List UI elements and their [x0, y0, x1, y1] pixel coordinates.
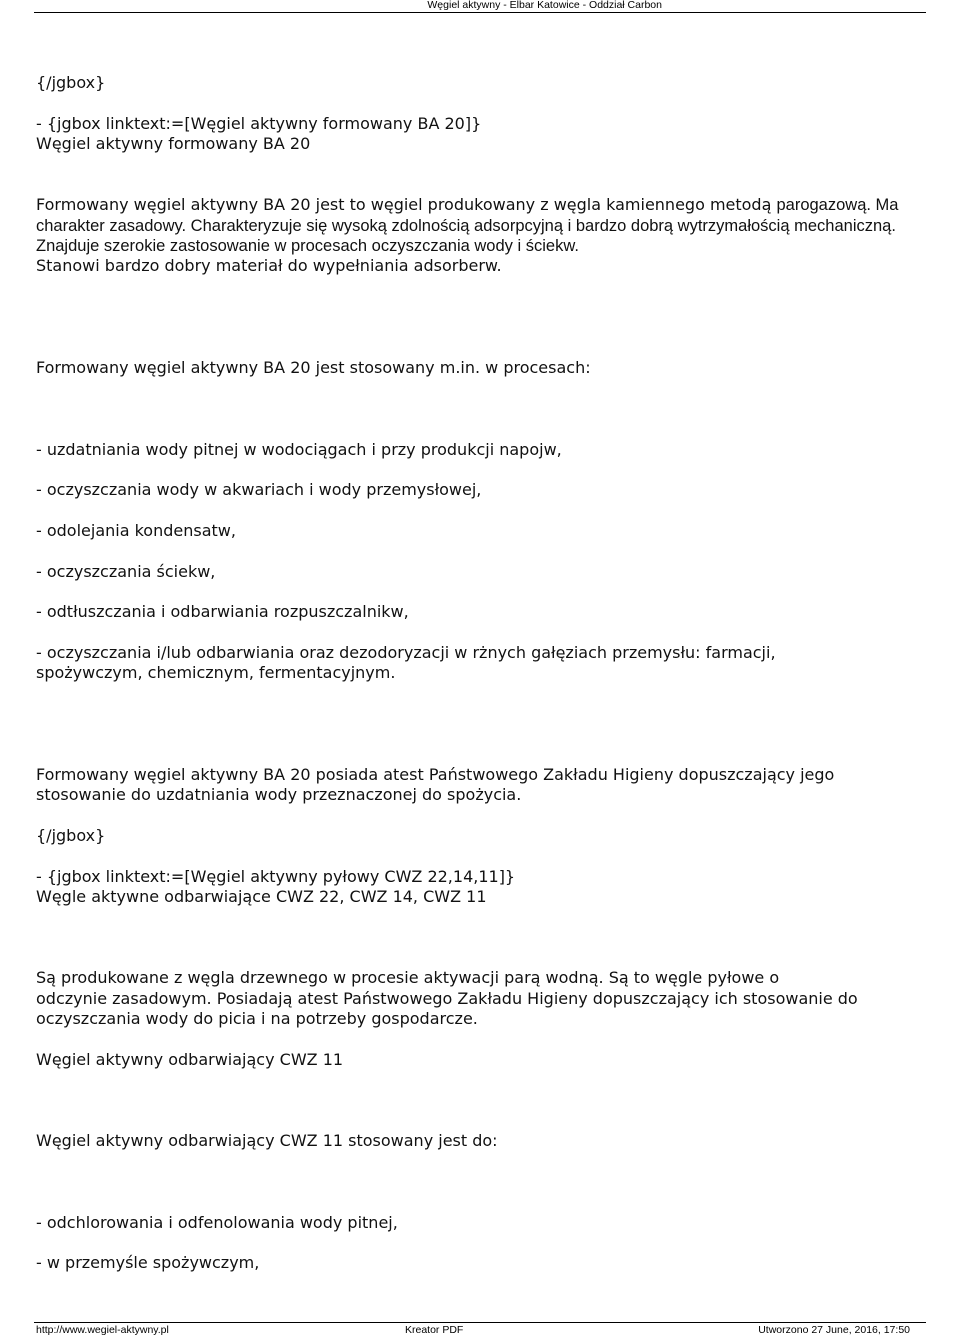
footer-created: Utworzono 27 June, 2016, 17:50	[758, 1324, 910, 1336]
text-line	[36, 745, 926, 765]
text-line	[36, 928, 926, 948]
text-line: Są produkowane z węgla drzewnego w procesie aktywacji parą wodną. Są to węgle pyłowe o	[36, 968, 780, 988]
text-line	[36, 338, 926, 358]
paragraph-rest: parogazową. Ma charakter zasadowy. Charakteryzuje się wysoką zdolnością adsorpcyjną i bardzo dobrą wytrzymałością mechaniczną. Znajduje szerokie zastosowanie w procesach oczyszczania wody i ściekw.	[36, 196, 899, 256]
text-line	[36, 1233, 926, 1253]
text-line	[36, 155, 926, 175]
description-paragraph	[36, 195, 926, 256]
text-line: Węgiel aktywny odbarwiający CWZ 11 stosowany jest do:	[36, 1131, 503, 1151]
list-item: - odtłuszczania i odbarwiania rozpuszczalnikw,	[36, 602, 409, 622]
text-line	[36, 297, 926, 317]
text-line: {/jgbox}	[36, 73, 111, 93]
list-item: - odolejania kondensatw,	[36, 520, 236, 540]
text-line	[36, 907, 926, 927]
text-line: stosowanie do uzdatniania wody przeznaczonej do spożycia.	[36, 785, 527, 805]
text-line	[36, 846, 926, 866]
section-title: Węgiel aktywny odbarwiający CWZ 11	[36, 1049, 344, 1069]
text-line: spożywczym, chemicznym, fermentacyjnym.	[36, 663, 396, 683]
text-line	[36, 1192, 926, 1212]
text-line	[36, 806, 926, 826]
text-line	[36, 948, 926, 968]
text-line	[36, 379, 926, 399]
list-item: - uzdatniania wody pitnej w wodociągach i przy produkcji napojw,	[36, 439, 562, 459]
text-line: Formowany węgiel aktywny BA 20 jest stosowany m.in. w procesach:	[36, 358, 596, 378]
text-line	[36, 1111, 926, 1131]
paragraph-lead: Formowany węgiel aktywny BA 20 jest to węgiel produkowany z węgla kamiennego metodą	[36, 195, 772, 215]
text-line	[36, 399, 926, 419]
text-line	[36, 1030, 926, 1050]
section-title: Węgiel aktywny formowany BA 20	[36, 134, 311, 154]
text-line	[36, 175, 926, 195]
text-line	[36, 277, 926, 297]
text-line: - {jgbox linktext:=[Węgiel aktywny formowany BA 20]}	[36, 114, 487, 134]
text-line	[36, 501, 926, 521]
list-item: - oczyszczania ściekw,	[36, 561, 216, 581]
text-line	[36, 1091, 926, 1111]
text-line	[36, 94, 926, 114]
page-header-title: Węgiel aktywny - Elbar Katowice - Oddział Carbon	[427, 0, 662, 11]
text-line	[36, 1070, 926, 1090]
text-line	[36, 53, 926, 73]
section-title: Węgle aktywne odbarwiające CWZ 22, CWZ 14, CWZ 11	[36, 887, 487, 907]
text-line	[36, 419, 926, 439]
list-item: - odchlorowania i odfenolowania wody pitnej,	[36, 1212, 398, 1232]
text-line: oczyszczania wody do picia i na potrzeby gospodarcze.	[36, 1009, 483, 1029]
text-line	[36, 1274, 926, 1294]
text-line	[36, 317, 926, 337]
header-divider	[34, 12, 926, 13]
text-line	[36, 684, 926, 704]
footer-url: http://www.wegiel-aktywny.pl	[36, 1324, 169, 1336]
text-line	[36, 460, 926, 480]
document-body	[36, 53, 926, 1294]
list-item: - w przemyśle spożywczym,	[36, 1253, 265, 1273]
text-line: - {jgbox linktext:=[Węgiel aktywny pyłowy CWZ 22,14,11]}	[36, 866, 521, 886]
text-line	[36, 541, 926, 561]
text-line: Formowany węgiel aktywny BA 20 posiada atest Państwowego Zakładu Higieny dopuszczający jego	[36, 765, 835, 785]
text-line: {/jgbox}	[36, 826, 111, 846]
footer-divider	[34, 1322, 926, 1323]
text-line	[36, 623, 926, 643]
text-line	[36, 582, 926, 602]
text-line	[36, 1152, 926, 1172]
text-line	[36, 704, 926, 724]
list-item: - oczyszczania wody w akwariach i wody przemysłowej,	[36, 480, 482, 500]
text-line	[36, 1172, 926, 1192]
list-item: - oczyszczania i/lub odbarwiania oraz dezodoryzacji w rżnych gałęziach przemysłu: farmacji,	[36, 642, 776, 662]
text-line: odczynie zasadowym. Posiadają atest Państwowego Zakładu Higieny dopuszczający ich stosowanie do	[36, 988, 858, 1008]
text-line	[36, 724, 926, 744]
footer-generator: Kreator PDF	[405, 1324, 464, 1336]
text-line: Stanowi bardzo dobry materiał do wypełniania adsorberw.	[36, 256, 507, 276]
